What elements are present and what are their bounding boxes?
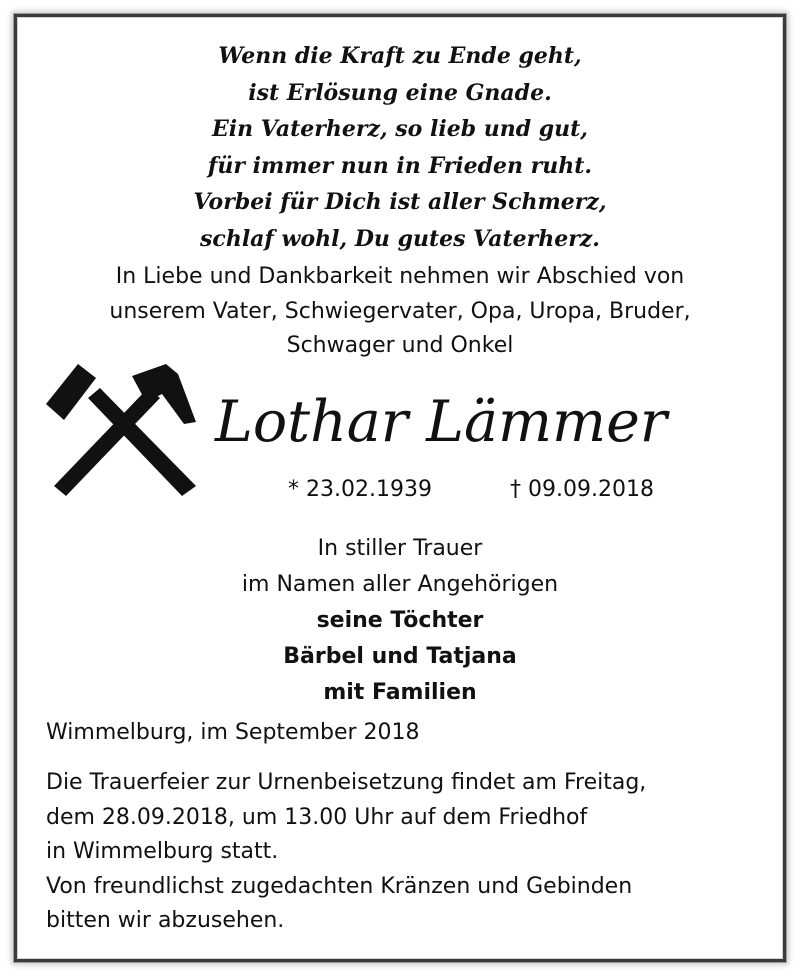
- funeral-line: dem 28.09.2018, um 13.00 Uhr auf dem Friedhof: [46, 804, 588, 830]
- place-and-date: Wimmelburg, im September 2018: [46, 720, 420, 745]
- poem-line: Wenn die Kraft zu Ende geht,: [218, 43, 582, 69]
- mourners-name: Bärbel und Tatjana: [283, 644, 517, 669]
- poem-line: Ein Vaterherz, so lieb und gut,: [212, 116, 588, 142]
- deceased-name: Lothar Lämmer: [215, 389, 668, 455]
- mourners-name: seine Töchter: [316, 608, 484, 633]
- mourners-name: mit Familien: [323, 680, 477, 705]
- memorial-poem: [0, 38, 800, 257]
- poem-line: Vorbei für Dich ist aller Schmerz,: [193, 189, 607, 215]
- funeral-line: Die Trauerfeier zur Urnenbeisetzung findet am Freitag,: [46, 770, 647, 795]
- poem-line: ist Erlösung eine Gnade.: [248, 79, 552, 106]
- funeral-line: Von freundlichst zugedachten Kränzen und Gebinden: [46, 873, 633, 899]
- birth-date: * 23.02.1939: [288, 477, 432, 502]
- funeral-info: [46, 766, 646, 939]
- mourning-line: im Namen aller Angehörigen: [241, 572, 559, 597]
- mourners-block: [0, 531, 800, 711]
- mourning-line: In stiller Trauer: [317, 536, 483, 561]
- funeral-line: bitten wir abzusehen.: [46, 908, 285, 933]
- poem-line: für immer nun in Frieden ruht.: [207, 152, 593, 179]
- farewell-intro: [0, 260, 800, 364]
- intro-line: Schwager und Onkel: [286, 333, 514, 358]
- funeral-line: in Wimmelburg statt.: [46, 839, 279, 864]
- poem-line: schlaf wohl, Du gutes Vaterherz.: [200, 225, 600, 252]
- intro-line: unserem Vater, Schwiegervater, Opa, Uropa, Bruder,: [109, 298, 691, 324]
- hammer-and-pick-icon: [44, 358, 202, 498]
- death-date: † 09.09.2018: [510, 477, 654, 502]
- intro-line: In Liebe und Dankbarkeit nehmen wir Abschied von: [115, 264, 685, 289]
